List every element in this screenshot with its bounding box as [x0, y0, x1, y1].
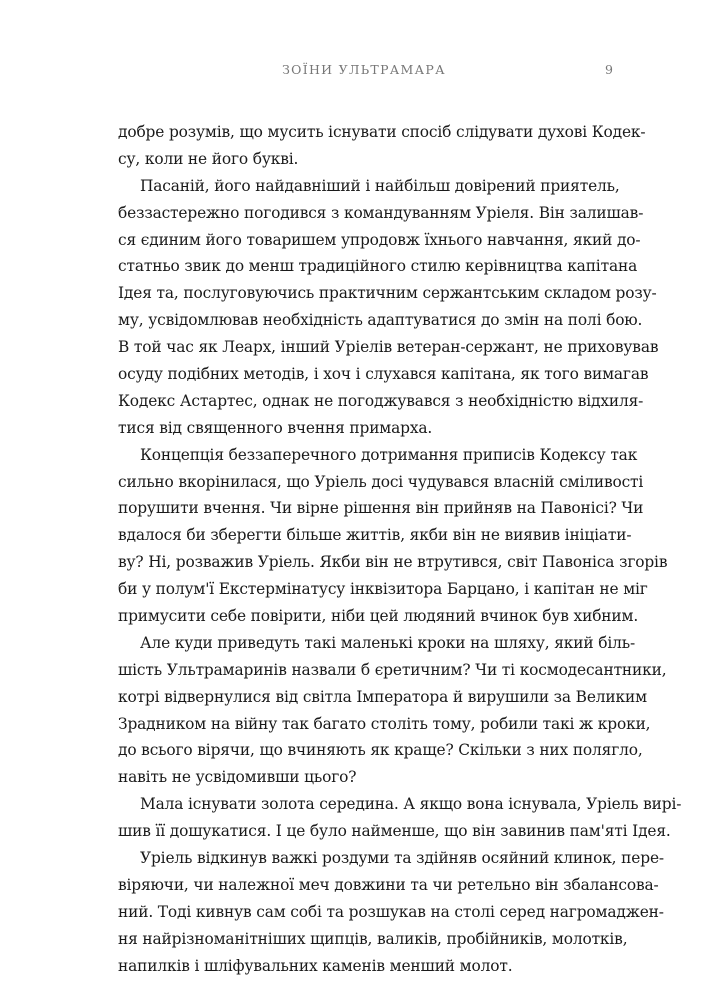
- text-line: беззастережно погодився з командуванням Уріеля. Він залишав-: [118, 203, 644, 222]
- text-line: навіть не усвідомивши цього?: [118, 768, 357, 787]
- running-title: ЗОЇНИ УЛЬТРАМАРА: [282, 62, 446, 77]
- text-line: Ідея та, послуговуючись практичним сержантським складом розу-: [118, 284, 657, 303]
- paragraph: [118, 791, 682, 845]
- text-line: су, коли не його букві.: [118, 149, 299, 168]
- text-line: примусити себе повірити, ніби цей людяний вчинок був хибним.: [118, 607, 639, 626]
- text-line: Уріель відкинув важкі роздуми та здійняв осяйний клинок, пере-: [140, 849, 664, 868]
- paragraph: [118, 119, 646, 173]
- text-line: порушити вчення. Чи вірне рішення він прийняв на Павонісі? Чи: [118, 499, 644, 518]
- body-text: [118, 119, 682, 980]
- text-line: віряючи, чи належної меч довжини та чи ретельно він збалансова-: [118, 875, 659, 894]
- text-line: ня найрізноманітніших щипців, валиків, пробійників, молотків,: [118, 929, 628, 948]
- text-line: добре розумів, що мусить існувати спосіб слідувати духові Кодек-: [118, 123, 646, 141]
- text-line: осуду подібних методів, і хоч і слухався капітана, як того вимагав: [118, 365, 649, 384]
- paragraph: [118, 845, 664, 979]
- text-line: Пасаній, його найдавніший і найбільш довірений приятель,: [140, 176, 620, 195]
- paragraph: [118, 442, 668, 630]
- text-line: до всього вірячи, що вчиняють як краще? Скільки з них полягло,: [118, 741, 643, 760]
- paragraph: [118, 173, 659, 442]
- text-line: шив її дошукатися. І це було найменше, що він завинив пам'яті Ідея.: [118, 822, 671, 841]
- text-line: В той час як Леарх, інший Уріелів ветеран-сержант, не приховував: [118, 338, 659, 357]
- text-line: ний. Тоді кивнув сам собі та розшукав на столі серед нагромаджен-: [118, 902, 664, 921]
- text-line: вдалося би зберегти більше життів, якби він не виявив ініціати-: [118, 526, 632, 545]
- text-line: Мала існувати золота середина. А якщо вона існувала, Уріель вирі-: [140, 795, 682, 814]
- running-header: [0, 60, 728, 80]
- text-line: Зрадником на війну так багато століть тому, робили такі ж кроки,: [118, 714, 651, 733]
- text-line: шість Ультрамаринів назвали б єретичним? Чи ті космодесантники,: [118, 660, 667, 679]
- paragraph: [118, 630, 667, 791]
- text-line: статньо звик до менш традиційного стилю керівництва капітана: [118, 257, 638, 276]
- text-line: тися від священного вчення примарха.: [118, 418, 433, 437]
- page-number: 9: [605, 62, 613, 77]
- text-line: Концепція беззаперечного дотримання приписів Кодексу так: [140, 445, 638, 464]
- text-line: ву? Ні, розважив Уріель. Якби він не втрутився, світ Павоніса згорів: [118, 553, 668, 572]
- text-line: напилків і шліфувальних каменів менший молот.: [118, 956, 513, 975]
- text-line: би у полум'ї Екстермінатусу інквізитора Барцано, і капітан не міг: [118, 580, 648, 599]
- text-line: Кодекс Астартес, однак не погоджувався з необхідністю відхиля-: [118, 391, 644, 410]
- text-line: му, усвідомлював необхідність адаптуватися до змін на полі бою.: [118, 311, 643, 330]
- text-line: сильно вкорінилася, що Уріель досі чудувався власній сміливості: [118, 472, 644, 491]
- text-line: котрі відвернулися від світла Імператора й вирушили за Великим: [118, 687, 647, 706]
- text-line: ся єдиним його товаришем упродовж їхнього навчання, який до-: [118, 230, 641, 249]
- text-line: Але куди приведуть такі маленькі кроки на шляху, який біль-: [140, 633, 635, 652]
